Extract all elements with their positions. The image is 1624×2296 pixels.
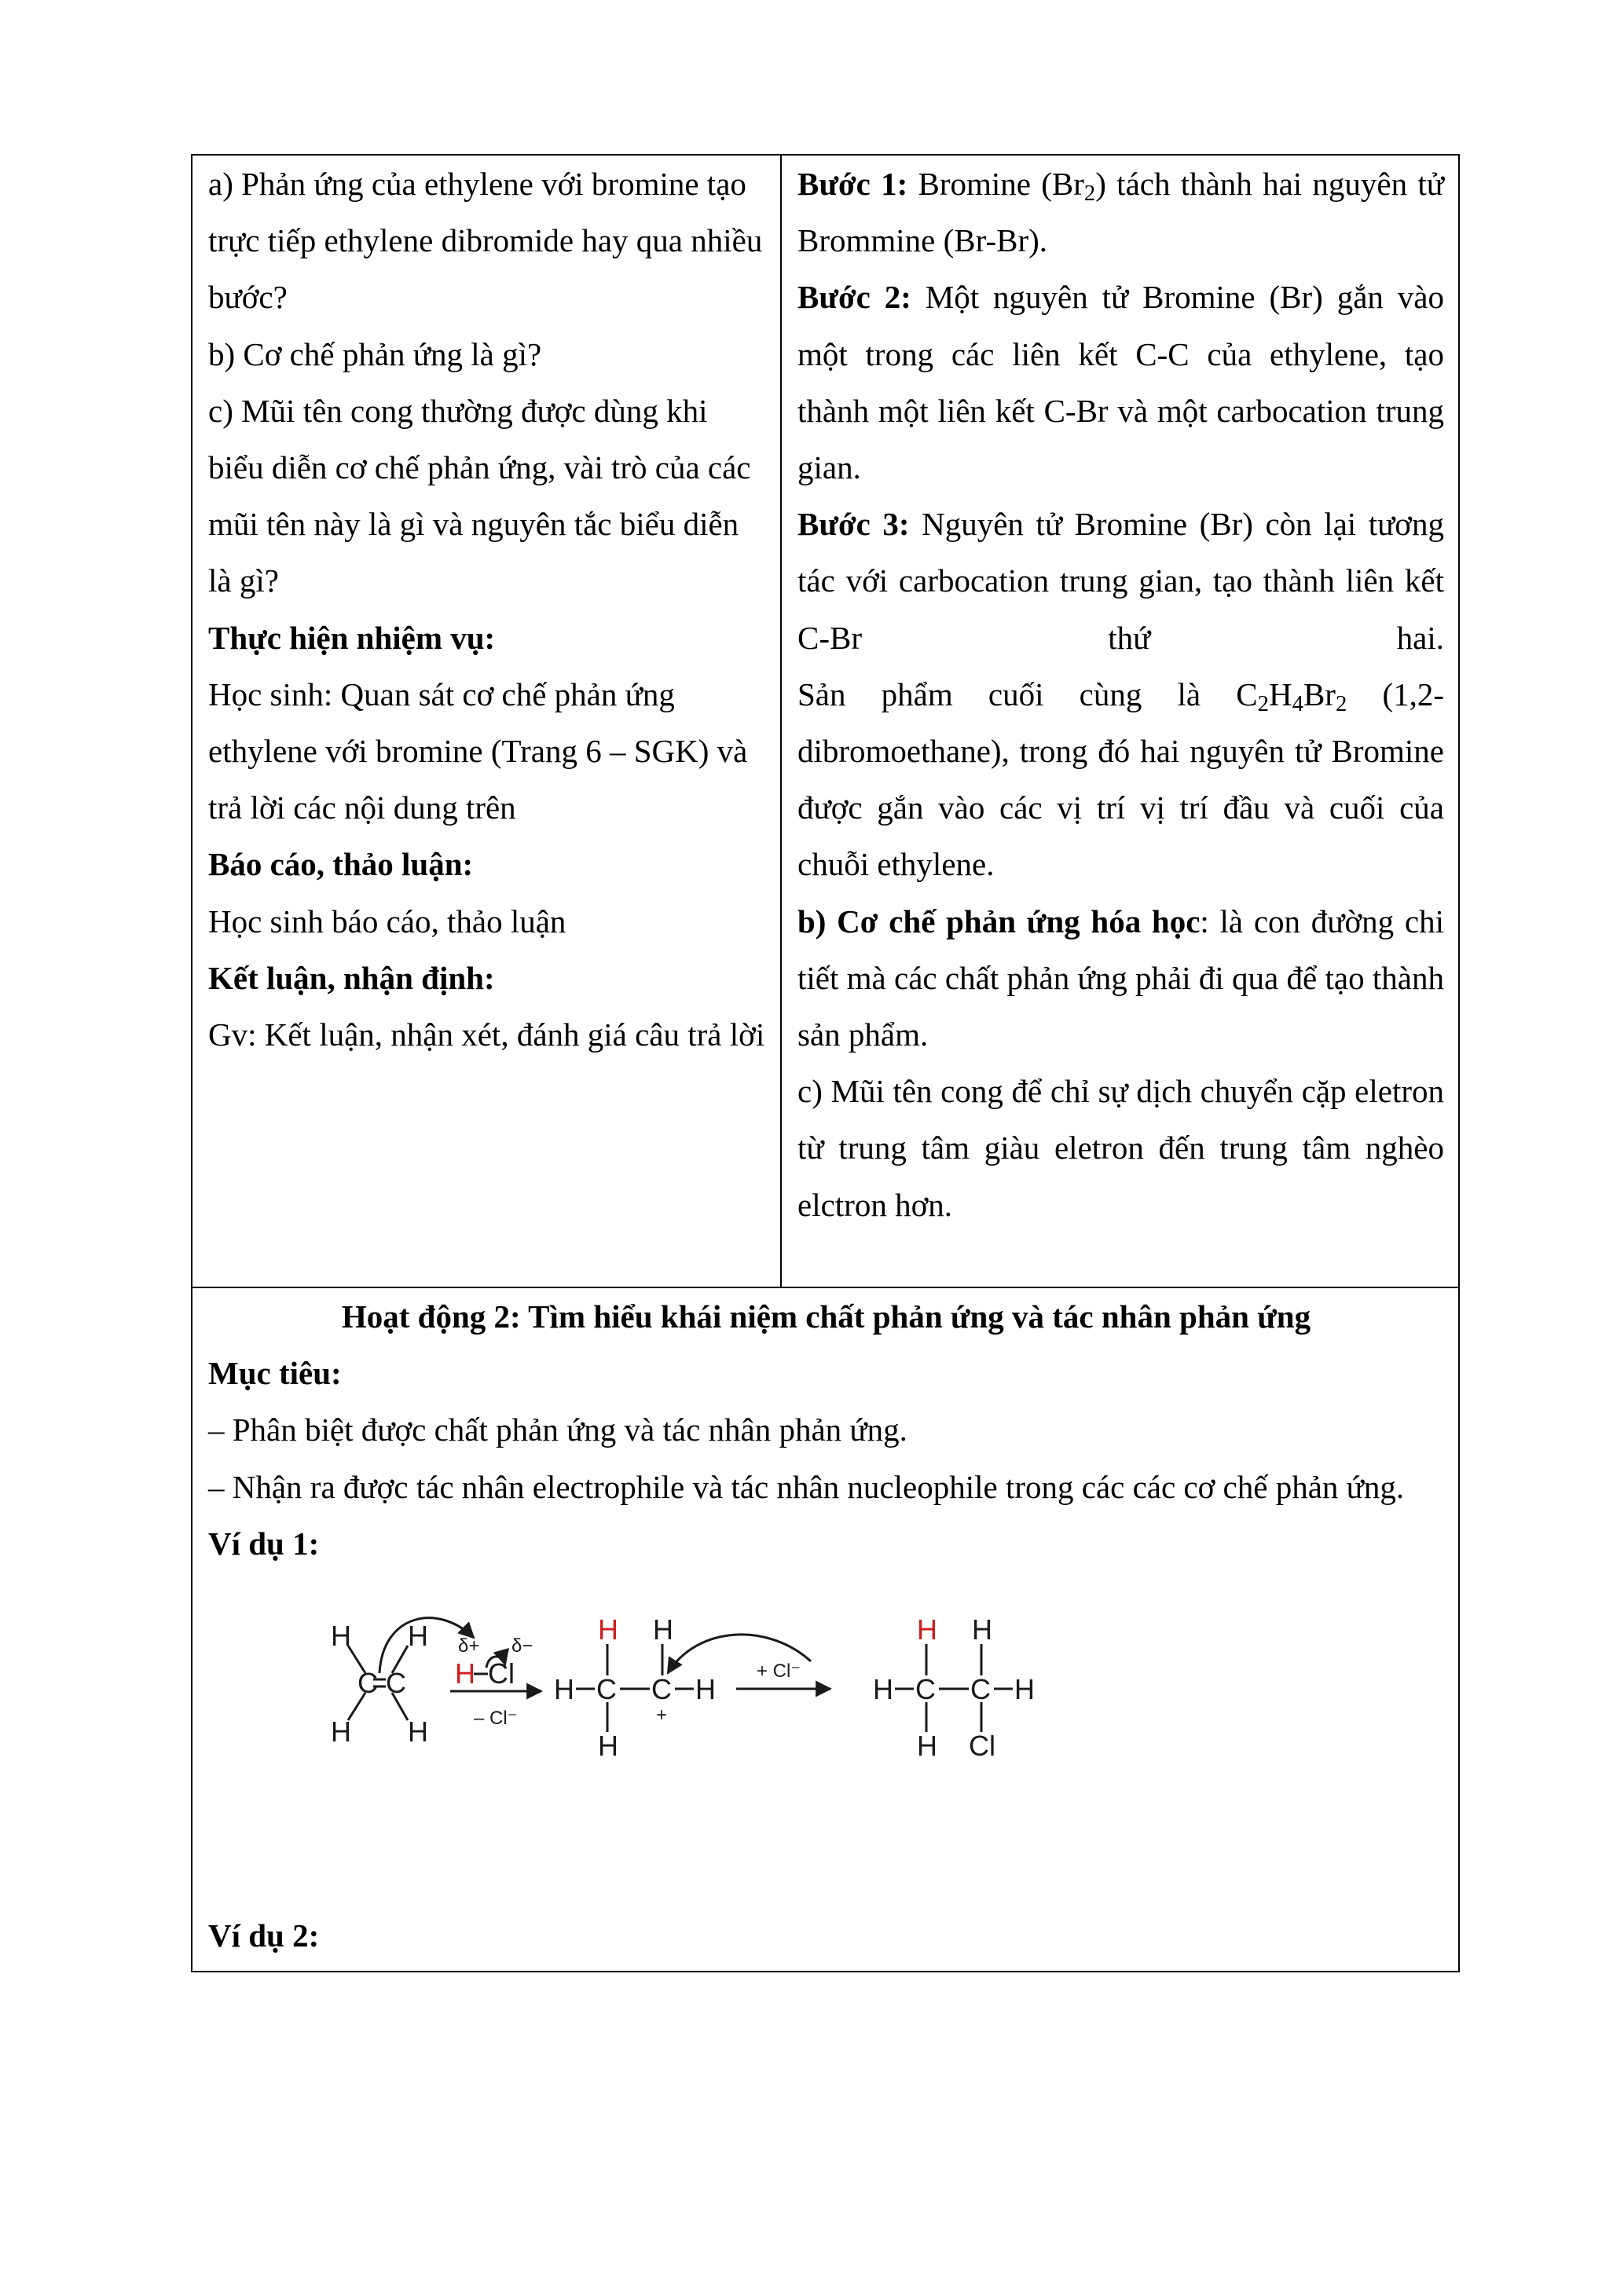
step-1: Bước 1: Bromine $(Br_2)$ tách thành hai nguyên tử Brommine (Br-Br). — [797, 166, 1444, 259]
product-sentence: Sản phẩm cuối cùng là $C_2H_4Br_2$ (1,2-dibromoethane), trong đó hai nguyên tử Bromine được gắn vào các vị trí vị trí đầu và cuối của chuỗi ethylene. — [797, 676, 1445, 883]
atom-c: C — [386, 1667, 406, 1699]
minus-cl-label: – Cl⁻ — [474, 1708, 518, 1729]
right-cell — [782, 156, 1458, 1287]
atom-cl: Cl — [488, 1657, 515, 1690]
atom-h: H — [408, 1716, 428, 1748]
atom-h: H — [653, 1613, 673, 1646]
conclusion-text: Gv: Kết luận, nhận xét, đánh giá câu trả lời — [208, 1016, 765, 1053]
atom-h: H — [917, 1730, 937, 1762]
positive-charge: + — [656, 1705, 668, 1726]
atom-c: C — [970, 1673, 991, 1705]
reaction-mechanism-diagram — [320, 1567, 1310, 1763]
atom-cl: Cl — [969, 1730, 995, 1762]
atom-h: H — [972, 1613, 992, 1646]
atom-c: C — [357, 1667, 378, 1699]
table-row — [192, 156, 1458, 1288]
example-2-label: Ví dụ 2: — [208, 1917, 320, 1954]
atom-h: H — [598, 1730, 618, 1762]
task-text: Học sinh: Quan sát cơ chế phản ứng ethylene với bromine (Trang 6 – SGK) và trả lời các nội dung trên — [208, 676, 748, 826]
atom-c: C — [651, 1673, 672, 1705]
report-text: Học sinh báo cáo, thảo luận — [208, 903, 566, 939]
atom-h-red: H — [455, 1657, 475, 1690]
step-2: Bước 2: Một nguyên tử Bromine (Br) gắn vào một trong các liên kết C-C của ethylene, tạo thành một liên kết C-Br và một carbocation trung gian. — [797, 279, 1444, 486]
objective-2: – Nhận ra được tác nhân electrophile và tác nhân nucleophile trong các các cơ chế phản ứng. — [208, 1468, 1405, 1505]
atom-h: H — [331, 1716, 351, 1748]
left-cell — [192, 156, 782, 1287]
conclusion-heading: Kết luận, nhận định: — [208, 959, 495, 996]
task-heading: Thực hiện nhiệm vụ: — [208, 619, 496, 656]
atom-h: H — [554, 1673, 574, 1705]
delta-minus-label: δ− — [511, 1635, 533, 1657]
question-c: c) Mũi tên cong thường được dùng khi biểu diễn cơ chế phản ứng, vài trò của các mũi tên này là gì và nguyên tắc biểu diễn là gì? — [208, 392, 751, 599]
content-table — [191, 154, 1460, 1972]
atom-c: C — [915, 1673, 936, 1705]
plus-cl-label: + Cl⁻ — [757, 1661, 801, 1682]
atom-h: H — [1014, 1673, 1035, 1705]
atom-h: H — [331, 1620, 351, 1652]
example-1-label: Ví dụ 1: — [208, 1525, 320, 1562]
delta-plus-label: δ+ — [458, 1635, 480, 1657]
objective-heading: Mục tiêu: — [208, 1355, 342, 1392]
atom-h: H — [695, 1673, 716, 1705]
atom-h-red: H — [917, 1613, 937, 1646]
answer-c: c) Mũi tên cong để chỉ sự dịch chuyển cặp eletron từ trung tâm giàu eletron đến trung tâm nghèo elctron hơn. — [797, 1073, 1444, 1223]
question-a: a) Phản ứng của ethylene với bromine tạo trực tiếp ethylene dibromide hay qua nhiều bước? — [208, 166, 763, 316]
atom-c: C — [596, 1673, 617, 1705]
answer-b: b) Cơ chế phản ứng hóa học: là con đường chi tiết mà các chất phản ứng phải đi qua để tạo thành sản phẩm. — [797, 903, 1444, 1053]
objective-1: – Phân biệt được chất phản ứng và tác nhân phản ứng. — [208, 1412, 907, 1448]
atom-h: H — [408, 1620, 428, 1652]
step-3: Bước 3: Nguyên tử Bromine (Br) còn lại tương tác với carbocation trung gian, tạo thành liên kết C-Br thứ hai. — [797, 506, 1444, 656]
activity-2-cell — [192, 1288, 1458, 1971]
activity-2-title: Hoạt động 2: Tìm hiểu khái niệm chất phản ứng và tác nhân phản ứng — [341, 1298, 1311, 1335]
atom-h-red: H — [598, 1613, 618, 1646]
question-b: b) Cơ chế phản ứng là gì? — [208, 335, 542, 372]
report-heading: Báo cáo, thảo luận: — [208, 846, 474, 883]
atom-h: H — [873, 1673, 893, 1705]
